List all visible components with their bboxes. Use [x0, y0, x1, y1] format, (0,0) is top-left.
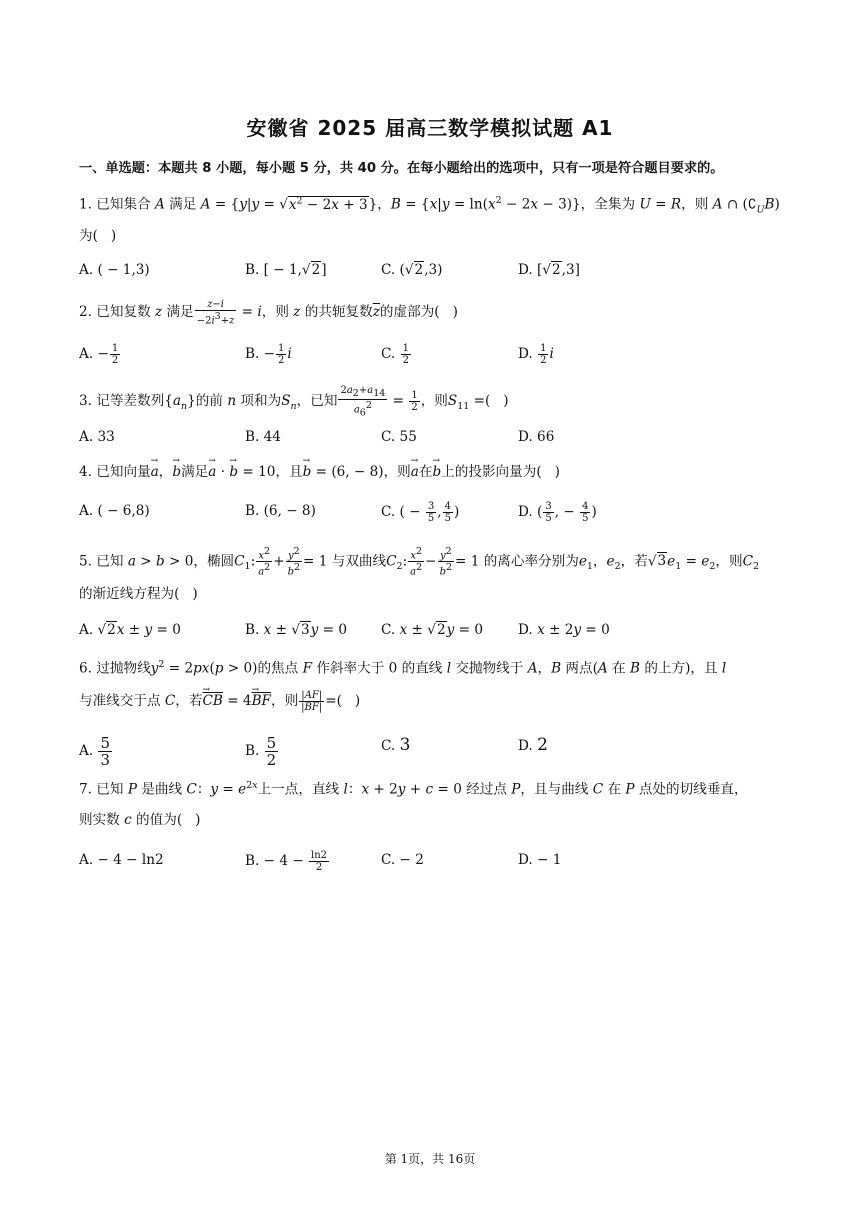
question-3-option-a[interactable]: A. 33: [79, 429, 115, 445]
question-2-option-b[interactable]: B. − $\frac{1}{2}$ i: [245, 343, 292, 366]
question-6-option-b[interactable]: B. $\frac{5}{2}$: [245, 734, 277, 769]
question-7-option-c[interactable]: C. − 2: [381, 852, 424, 868]
question-5-stem-line-2: 的渐近线方程为( ): [79, 586, 198, 602]
question-5-stem-line-1: 5. 已知 a > b > 0，椭圆$C_1$: $\frac{x^2}{a^2}$ + $\frac{y^2}{b^2}$ = 1 与双曲线$C_2$: $\frac{x^2}{a^2}$ − $\frac{y^2}{b^2}$ = 1 的离心率分别为$e_1$，$e_2$，若$√3e_1 = e_2$，则$C_2$: [79, 546, 760, 578]
question-2-option-a[interactable]: A. − $\frac{1}{2}$: [79, 343, 119, 366]
question-5-option-d[interactable]: D. x ± 2y = 0: [518, 622, 610, 638]
question-1-option-c[interactable]: C. (√2,3): [381, 262, 443, 278]
question-1-stem-line-1: 1. 已知集合 A 满足 $A = \{y|y = √x^2 - 2x + 3\}$，$B = \{x|y = \ln(x^2 - 2x - 3)\}$，全集为 U = R，则 A ∩ $(∁_UB)$: [79, 195, 780, 216]
question-6-stem-line-1: 6. 过抛物线$y^2 = 2px(p > 0)$的焦点 F 作斜率大于 0 的直线 l 交抛物线于 A，B 两点(A 在 B 的上方)，且 l: [79, 659, 727, 677]
question-2-stem: 2. 已知复数 z 满足 $\frac{z-i}{-2i^3+z}$ = i，则 z 的共轭复数$\overline{z}$的虚部为( ): [79, 299, 458, 327]
question-3-option-c[interactable]: C. 55: [381, 429, 417, 445]
question-1-option-d[interactable]: D. [√2,3]: [518, 262, 580, 278]
section-header: 一、单选题：本题共 8 小题，每小题 5 分，共 40 分。在每小题给出的选项中，只有一项是符合题目要求的。: [79, 161, 724, 176]
question-6-stem-line-2: 与准线交于点 C，若→ $\overline{CB} = 4\to \overline{BF}$，则 $\frac{|AF|}{|BF|}$ =( ): [79, 690, 360, 713]
question-5-option-c[interactable]: C. x ± √2y = 0: [381, 622, 483, 638]
question-1-option-a[interactable]: A. ( − 1,3): [79, 262, 150, 278]
question-4-stem: 4. 已知向量→ a，→ b满足→ a · → b = 10，且→ b = (6, − 8)，则→ a在→ b上的投影向量为( ): [79, 462, 560, 482]
page-title: 安徽省 2025 届高三数学模拟试题 A1: [246, 116, 614, 140]
question-4-option-b[interactable]: B. (6, − 8): [245, 503, 316, 519]
question-4-option-c[interactable]: C. ( − $\frac{3}{5}$ , $\frac{4}{5}$ ): [381, 501, 460, 524]
question-1-option-b[interactable]: B. [ − 1,√2]: [245, 262, 327, 278]
question-6-option-d[interactable]: D. 2: [518, 735, 548, 755]
question-3-option-d[interactable]: D. 66: [518, 429, 555, 445]
question-2-option-c[interactable]: C. $\frac{1}{2}$: [381, 343, 409, 366]
question-3-option-b[interactable]: B. 44: [245, 429, 281, 445]
question-6-option-c[interactable]: C. 3: [381, 735, 411, 755]
question-7-option-a[interactable]: A. − 4 − ln2: [79, 852, 164, 868]
question-3-stem: 3. 记等差数列$\{a_n\}$的前 n 项和为$S_n$，已知 $\frac{2a_2+a_{14}}{a_6^2}$ = $\frac{1}{2}$ ，则$S_{11}$ =( ): [79, 385, 509, 419]
question-7-stem-line-2: 则实数 c 的值为( ): [79, 812, 201, 828]
question-4-option-a[interactable]: A. ( − 6,8): [79, 503, 150, 519]
question-7-stem-line-1: 7. 已知 P 是曲线 C：$y = e^{2x}$上一点，直线 l：x + 2y + c = 0 经过点 P，且与曲线 C 在 P 点处的切线垂直，: [79, 780, 748, 798]
page-footer: 第 1页，共 16页: [384, 1152, 476, 1166]
question-4-option-d[interactable]: D. ( $\frac{3}{5}$ , − $\frac{4}{5}$ ): [518, 501, 597, 524]
question-1-stem-line-2: 为( ): [79, 228, 117, 244]
question-7-option-b[interactable]: B. − 4 − $\frac{\ln 2}{2}$: [245, 850, 328, 873]
question-7-option-d[interactable]: D. − 1: [518, 852, 562, 868]
question-2-option-d[interactable]: D. $\frac{1}{2}$ i: [518, 343, 554, 366]
question-5-option-a[interactable]: A. √2x ± y = 0: [79, 622, 181, 638]
question-5-option-b[interactable]: B. x ± √3y = 0: [245, 622, 348, 638]
question-6-option-a[interactable]: A. $\frac{5}{3}$: [79, 734, 111, 769]
